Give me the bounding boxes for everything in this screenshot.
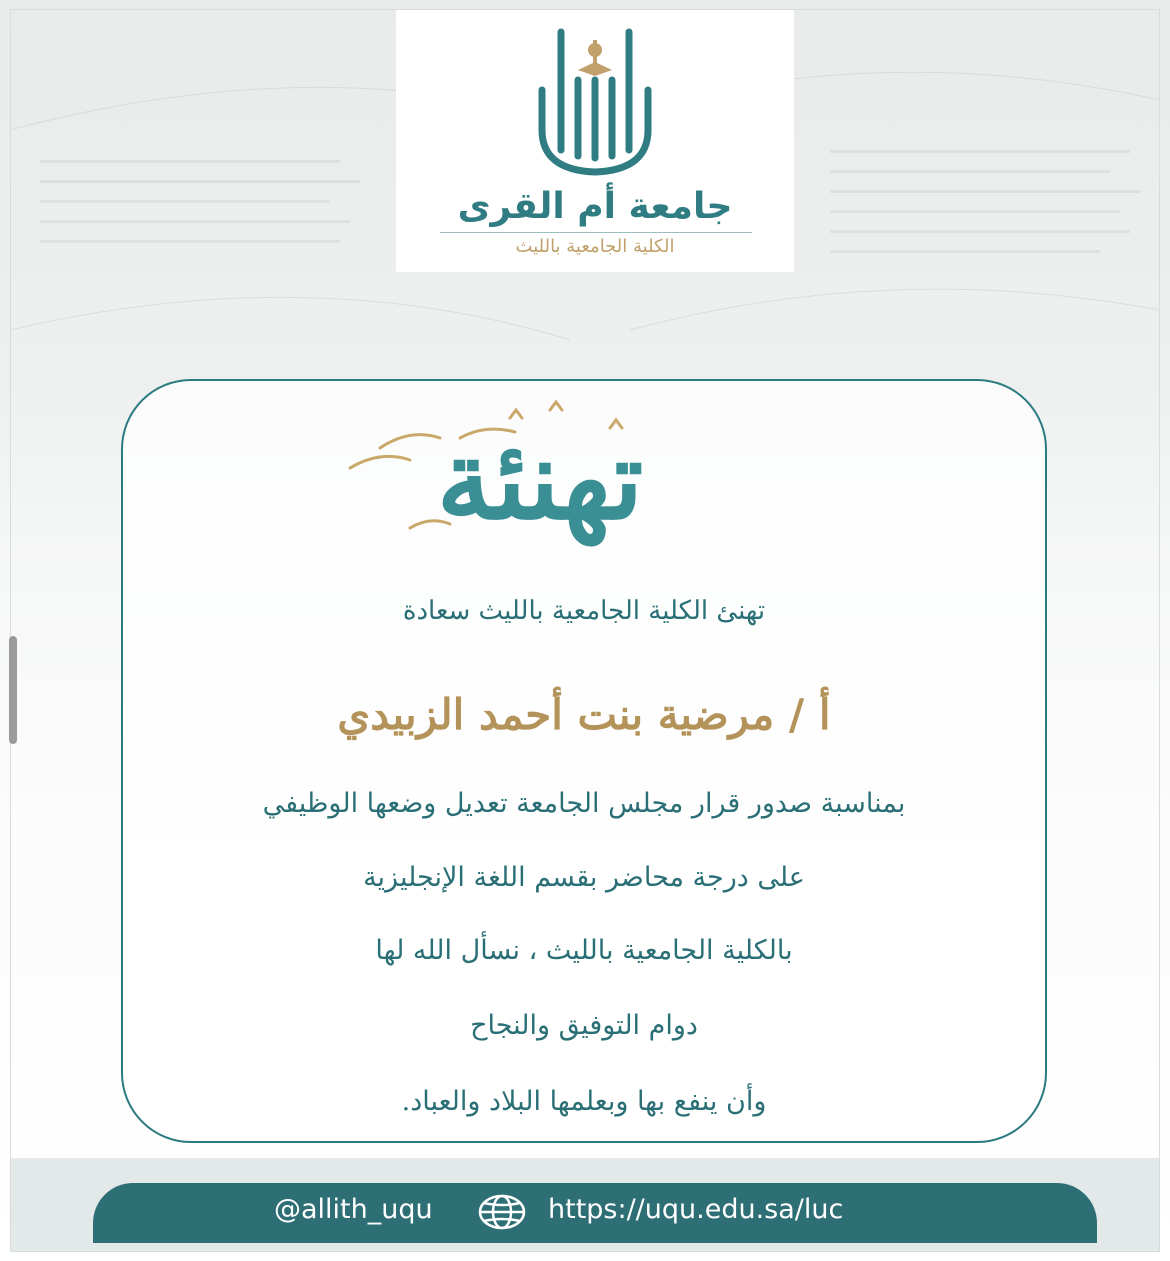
- university-name: جامعة أم القرى: [457, 186, 733, 227]
- page-frame: [10, 9, 1160, 1252]
- message-line-3: بالكلية الجامعية بالليث ، نسأل الله لها: [375, 935, 793, 966]
- congratulation-calligraphy: تهنئة: [436, 415, 644, 544]
- message-line-4: دوام التوفيق والنجاح: [470, 1010, 698, 1041]
- message-line-1: بمناسبة صدور قرار مجلس الجامعة تعديل وضعها الوظيفي: [262, 788, 906, 819]
- intro-line: تهنئ الكلية الجامعية بالليث سعادة: [402, 596, 766, 626]
- message-line-2: على درجة محاضر بقسم اللغة الإنجليزية: [363, 862, 805, 893]
- honoree-name: أ / مرضية بنت أحمد الزبيدي: [337, 690, 831, 739]
- social-handle-link[interactable]: @allith_uqu: [274, 1194, 433, 1225]
- message-line-5: وأن ينفع بها وبعلمها البلاد والعباد.: [401, 1086, 767, 1117]
- scrollbar-thumb[interactable]: [9, 636, 17, 744]
- college-name: الكلية الجامعية بالليث: [515, 236, 675, 257]
- website-link[interactable]: https://uqu.edu.sa/luc: [548, 1194, 844, 1225]
